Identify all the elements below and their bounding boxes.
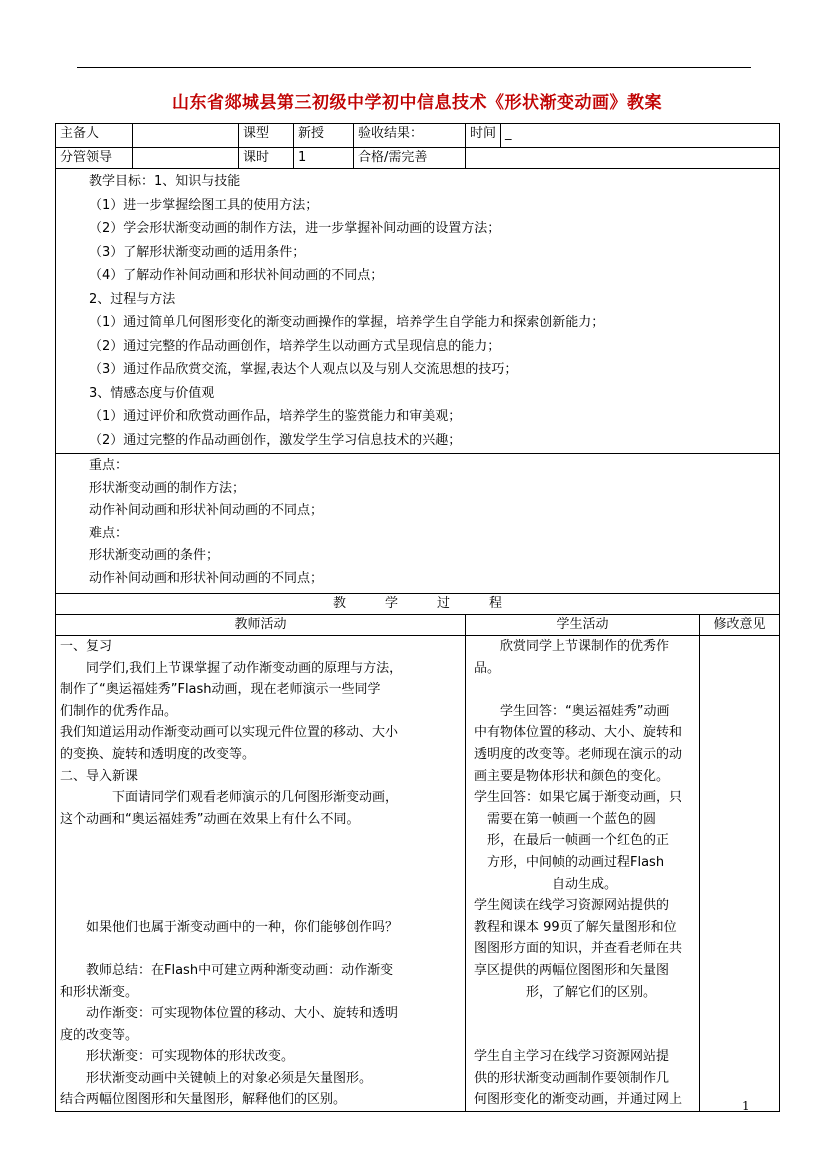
value-lead-teacher bbox=[133, 124, 239, 148]
value-acceptance: 合格/需完善 bbox=[354, 148, 466, 169]
student-line: 学生阅读在线学习资源网站提供的 bbox=[474, 898, 670, 914]
student-line: 形，了解它们的区别。 bbox=[474, 984, 657, 1000]
teacher-line: 一、复习 bbox=[60, 639, 113, 654]
teacher-line bbox=[60, 895, 465, 917]
label-lead-teacher: 主备人 bbox=[56, 124, 133, 148]
label-lesson-type: 课型 bbox=[239, 124, 294, 148]
key-points-cell bbox=[56, 454, 780, 594]
header-row-1 bbox=[56, 124, 780, 148]
value-lesson-type: 新授 bbox=[294, 124, 354, 148]
teacher-line: 如果他们也属于渐变动画中的一种，你们能够创作吗？ bbox=[60, 919, 399, 935]
label-time: 时间 bbox=[466, 124, 501, 148]
page-number: 1 bbox=[742, 1099, 750, 1113]
teacher-line bbox=[60, 852, 465, 874]
student-line: 何图形变化的渐变动画，并通过网上 bbox=[474, 1092, 683, 1108]
student-line: 透明度的改变等。老师现在演示的动 bbox=[474, 746, 683, 762]
teacher-line: 同学们,我们上节课掌握了动作渐变动画的原理与方法， bbox=[60, 660, 403, 676]
student-line: 图图形方面的知识，并查看老师在共 bbox=[474, 941, 683, 957]
student-line: 画主要是物体形状和颜色的变化。 bbox=[474, 768, 670, 784]
student-line: 欣赏同学上节课制作的优秀作 bbox=[474, 639, 670, 654]
student-line: 中有物体位置的移动、大小、旋转和 bbox=[474, 725, 683, 741]
header-row-2 bbox=[56, 148, 780, 169]
process-heading: 教 学 过 程 bbox=[56, 594, 780, 615]
column-header-row bbox=[56, 615, 780, 636]
student-line: 方形，中间帧的动画过程Flash bbox=[474, 854, 665, 870]
student-line: 教程和课本 99页了解矢量图形和位 bbox=[474, 919, 677, 935]
objective-line: （1）通过评价和欣赏动画作品，培养学生的鉴赏能力和审美观； bbox=[89, 409, 462, 424]
teacher-line: 结合两幅位图图形和矢量图形，解释他们的区别。 bbox=[60, 1092, 347, 1108]
objective-line: （1）通过简单几何图形变化的渐变动画操作的掌握，培养学生自学能力和探索创新能力； bbox=[89, 315, 605, 330]
teacher-line: 教师总结：在Flash中可建立两种渐变动画：动作渐变 bbox=[60, 962, 394, 978]
objectives-cell bbox=[56, 169, 780, 454]
student-line: 形，在最后一帧画一个红色的正 bbox=[474, 833, 670, 849]
objectives-row bbox=[56, 169, 780, 454]
value-time: _ bbox=[501, 124, 780, 148]
objective-line: 2、过程与方法 bbox=[89, 291, 176, 307]
student-line bbox=[474, 1025, 699, 1047]
student-line bbox=[474, 679, 699, 701]
teacher-line: 形状渐变动画中关键帧上的对象必须是矢量图形。 bbox=[60, 1070, 373, 1086]
objective-line: 教学目标：1、知识与技能 bbox=[89, 174, 241, 189]
student-line: 学生回答：“奥运福娃秀”动画 bbox=[474, 703, 670, 719]
objective-line: （2）学会形状渐变动画的制作方法，进一步掌握补间动画的设置方法； bbox=[89, 221, 501, 236]
student-activity-cell bbox=[466, 636, 700, 1112]
activity-row bbox=[56, 636, 780, 1112]
objective-line: （2）通过完整的作品动画创作，培养学生以动画方式呈现信息的能力； bbox=[89, 338, 501, 354]
key-point-line: 动作补间动画和形状补间动画的不同点； bbox=[89, 503, 324, 518]
value-blank bbox=[466, 148, 780, 169]
teacher-line: 我们知道运用动作渐变动画可以实现元件位置的移动、大小 bbox=[60, 725, 399, 741]
teacher-line: 和形状渐变。 bbox=[60, 984, 139, 1000]
objective-line: （4）了解动作补间动画和形状补间动画的不同点； bbox=[89, 268, 384, 283]
key-point-line: 形状渐变动画的条件； bbox=[89, 548, 220, 563]
key-point-line: 形状渐变动画的制作方法； bbox=[89, 480, 246, 496]
objective-line: （2）通过完整的作品动画创作，激发学生学习信息技术的兴趣； bbox=[89, 432, 462, 448]
teacher-line: 制作了“奥运福娃秀”Flash动画，现在老师演示一些同学 bbox=[60, 682, 381, 698]
key-point-line: 动作补间动画和形状补间动画的不同点； bbox=[89, 570, 324, 586]
student-line: 自动生成。 bbox=[474, 876, 618, 892]
teacher-activity-cell bbox=[56, 636, 466, 1112]
objective-line: （3）通过作品欣赏交流，掌握,表达个人观点以及与别人交流思想的技巧； bbox=[89, 362, 518, 377]
lesson-plan-table bbox=[55, 123, 780, 1112]
teacher-line: 们制作的优秀作品。 bbox=[60, 703, 178, 719]
label-periods: 课时 bbox=[239, 148, 294, 169]
teacher-line: 形状渐变：可实现物体的形状改变。 bbox=[60, 1049, 295, 1065]
teacher-line: 动作渐变：可实现物体位置的移动、大小、旋转和透明 bbox=[60, 1006, 399, 1022]
value-periods: 1 bbox=[294, 148, 354, 169]
teacher-line bbox=[60, 938, 465, 960]
student-line: 学生回答：如果它属于渐变动画，只 bbox=[474, 790, 683, 806]
student-line: 享区提供的两幅位图图形和矢量图 bbox=[474, 962, 670, 978]
student-line: 学生自主学习在线学习资源网站提 bbox=[474, 1049, 670, 1065]
student-line: 供的形状渐变动画制作要领制作几 bbox=[474, 1070, 670, 1086]
teacher-line: 下面请同学们观看老师演示的几何图形渐变动画， bbox=[60, 790, 399, 806]
label-supervisor: 分管领导 bbox=[56, 148, 133, 169]
document-title: 山东省郯城县第三初级中学初中信息技术《形状渐变动画》教案 bbox=[172, 93, 662, 113]
teacher-line: 这个动画和“奥运福娃秀”动画在效果上有什么不同。 bbox=[60, 811, 360, 827]
teacher-line bbox=[60, 830, 465, 852]
student-line: 需要在第一帧画一个蓝色的圆 bbox=[474, 811, 657, 827]
objective-line: （1）进一步掌握绘图工具的使用方法； bbox=[89, 197, 319, 213]
label-acceptance: 验收结果： bbox=[354, 124, 466, 148]
objective-line: 3、情感态度与价值观 bbox=[89, 385, 215, 401]
value-supervisor bbox=[133, 148, 239, 169]
teacher-activity-header: 教师活动 bbox=[56, 615, 466, 636]
revision-notes-cell bbox=[700, 636, 780, 1112]
teacher-line: 的变换、旋转和透明度的改变等。 bbox=[60, 746, 256, 762]
key-points-row bbox=[56, 454, 780, 594]
teacher-line bbox=[60, 874, 465, 896]
student-activity-header: 学生活动 bbox=[466, 615, 700, 636]
process-heading-row bbox=[56, 594, 780, 615]
teacher-line: 度的改变等。 bbox=[60, 1027, 139, 1043]
key-point-line: 重点： bbox=[89, 458, 129, 473]
header-rule bbox=[77, 67, 751, 68]
teacher-line: 二、导入新课 bbox=[60, 768, 139, 784]
revision-notes-header: 修改意见 bbox=[700, 615, 780, 636]
student-line: 品。 bbox=[474, 660, 501, 676]
objective-line: （3）了解形状渐变动画的适用条件； bbox=[89, 244, 306, 260]
key-point-line: 难点： bbox=[89, 525, 129, 541]
student-line bbox=[474, 1003, 699, 1025]
